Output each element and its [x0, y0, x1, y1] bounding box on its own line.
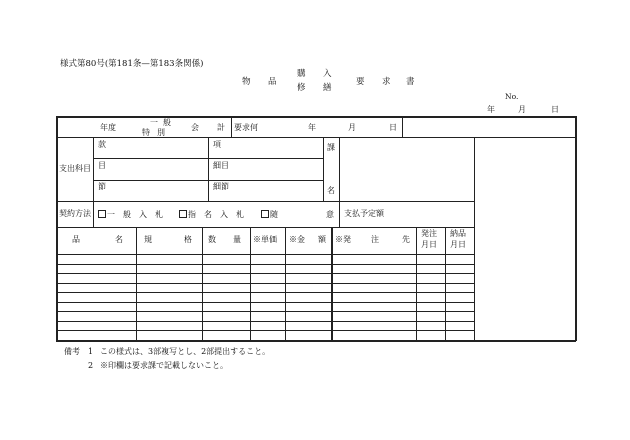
request-day-label: 日 [389, 123, 397, 132]
item-name-header: 品 [72, 235, 80, 244]
amount-header: ※金 [289, 235, 305, 244]
general-bid-label: 一 般 入 札 [107, 210, 163, 219]
spec-header: 規 [144, 235, 152, 244]
table-row [56, 273, 474, 274]
saimoku-label: 細目 [213, 161, 229, 170]
setsu-label: 節 [98, 182, 106, 191]
title-char: 購 [297, 69, 306, 79]
checkbox-icon [98, 210, 106, 218]
table-row [56, 292, 474, 293]
number-label: No. [505, 92, 519, 101]
order-date-header: 月日 [421, 240, 437, 249]
kou-label: 項 [213, 140, 221, 149]
special-char: 特 [142, 128, 150, 137]
delivery-date-header: 納品 [450, 229, 466, 238]
dept-char: 名 [327, 186, 335, 195]
table-row [56, 330, 474, 331]
request-label: 要求何 [234, 123, 258, 132]
spec-header: 格 [184, 235, 192, 244]
item-name-header: 名 [115, 235, 123, 244]
title-char: 入 [323, 69, 332, 79]
items-header-line [56, 254, 474, 255]
title-char: 修 [297, 83, 306, 93]
amount-header: 額 [318, 235, 326, 244]
account-char: 計 [217, 123, 225, 132]
kan-label: 款 [98, 140, 106, 149]
qty-header: 数 [208, 235, 216, 244]
table-row [56, 302, 474, 303]
note-number: 2 [88, 361, 94, 370]
budget-item-label: 支出科目 [59, 164, 91, 173]
request-month-label: 月 [348, 123, 356, 132]
request-year-label: 年 [308, 123, 316, 132]
title-char: 物 [242, 77, 251, 87]
note-text: ※印欄は要求課で記載しないこと。 [100, 361, 228, 370]
date-day-label: 日 [551, 105, 559, 114]
date-month-label: 月 [518, 105, 526, 114]
payment-estimate-label: 支払予定額 [344, 209, 384, 218]
account-char: 会 [191, 123, 199, 132]
dept-char: 課 [327, 143, 335, 152]
checkbox-icon [261, 210, 269, 218]
order-date-header: 発注 [421, 229, 437, 238]
unit-price-header: ※単価 [253, 235, 277, 244]
supplier-header: ※発 [335, 235, 351, 244]
general-bid-checkbox[interactable] [98, 210, 163, 219]
fiscal-year-label: 年度 [100, 123, 116, 132]
negotiated-label: 随 意 [270, 210, 334, 219]
qty-header: 量 [233, 235, 241, 244]
general-char: 般 [163, 118, 171, 127]
supplier-header: 注 [371, 235, 379, 244]
designated-bid-checkbox[interactable] [179, 210, 244, 219]
special-char: 別 [157, 128, 165, 137]
contract-method-label: 契約方法 [59, 209, 91, 218]
title-char: 求 [382, 77, 391, 87]
table-row [56, 264, 474, 265]
delivery-date-header: 月日 [450, 240, 466, 249]
general-char: 一 [150, 118, 158, 127]
note-number: 1 [88, 347, 94, 356]
table-row [56, 321, 474, 322]
note-text: この様式は、3部複写とし、2部提出すること。 [100, 347, 271, 356]
table-row [56, 311, 474, 312]
saisetsu-label: 細節 [213, 182, 229, 191]
designated-bid-label: 指 名 入 札 [188, 210, 244, 219]
title-char: 品 [268, 77, 277, 87]
table-row [56, 283, 474, 284]
negotiated-checkbox[interactable] [261, 210, 334, 219]
notes-label: 備考 [64, 347, 80, 356]
title-char: 繕 [323, 83, 332, 93]
moku-label: 目 [98, 161, 106, 170]
supplier-header: 先 [402, 235, 410, 244]
checkbox-icon [179, 210, 187, 218]
form-reference: 様式第80号(第181条—第183条関係) [60, 59, 204, 69]
date-year-label: 年 [487, 105, 495, 114]
title-char: 書 [406, 77, 415, 87]
title-char: 要 [356, 77, 365, 87]
request-form-table [56, 116, 576, 341]
